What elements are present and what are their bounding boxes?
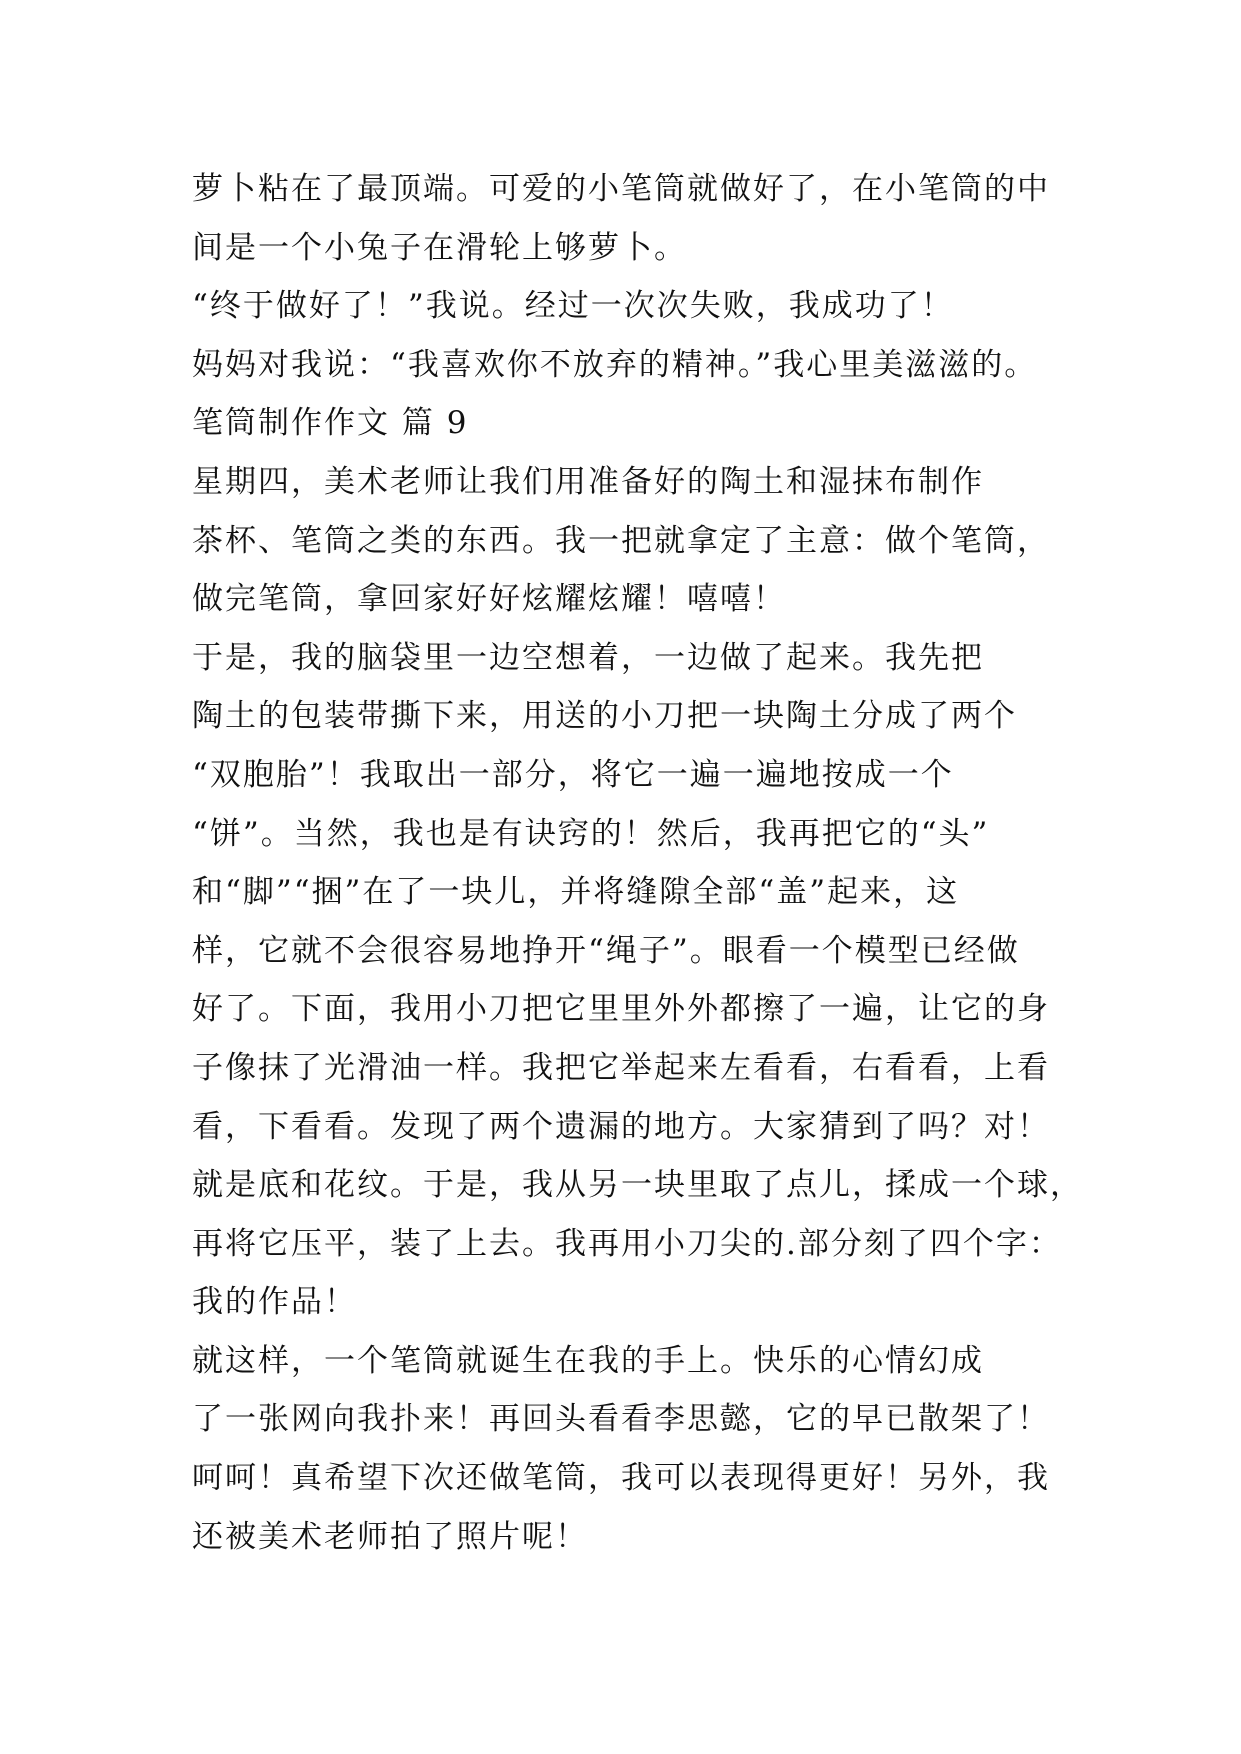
text-line: “双胞胎”！我取出一部分，将它一遍一遍地按成一个 (192, 756, 954, 793)
text-line: 就这样，一个笔筒就诞生在我的手上。快乐的心情幻成 (192, 1342, 984, 1379)
text-line: 做完笔筒，拿回家好好炫耀炫耀！嘻嘻！ (192, 581, 786, 618)
text-line: “终于做好了！”我说。经过一次次失败，我成功了！ (192, 288, 954, 325)
text-line: 萝卜粘在了最顶端。可爱的小笔筒就做好了，在小笔筒的中 (192, 171, 1050, 207)
text-line: 我的作品！ (192, 1284, 357, 1321)
text-line: 样，它就不会很容易地挣开“绳子”。眼看一个模型已经做 (192, 932, 1020, 969)
section-heading: 笔筒制作作文 篇 9 (192, 405, 469, 442)
text-line: 陶土的包装带撕下来，用送的小刀把一块陶土分成了两个 (192, 698, 1017, 735)
text-line: 还被美术老师拍了照片呢！ (192, 1518, 588, 1555)
text-line: 好了。下面，我用小刀把它里里外外都擦了一遍，让它的身 (192, 991, 1050, 1028)
text-line: 和“脚”“捆”在了一块儿，并将缝隙全部“盖”起来，这 (192, 874, 960, 911)
text-line: 茶杯、笔筒之类的东西。我一把就拿定了主意：做个笔筒， (192, 522, 1050, 559)
text-line: 间是一个小兔子在滑轮上够萝卜。 (192, 229, 687, 266)
text-line: 了一张网向我扑来！再回头看看李思懿，它的早已散架了！ (192, 1401, 1050, 1438)
text-line: 妈妈对我说：“我喜欢你不放弃的精神。”我心里美滋滋的。 (192, 346, 1038, 383)
text-line: 星期四，美术老师让我们用准备好的陶土和湿抹布制作 (192, 463, 984, 500)
text-line: 呵呵！真希望下次还做笔筒，我可以表现得更好！另外，我 (192, 1460, 1050, 1497)
text-line: 看，下看看。发现了两个遗漏的地方。大家猜到了吗？对！ (192, 1108, 1050, 1145)
text-line: 就是底和花纹。于是，我从另一块里取了点儿，揉成一个球， (192, 1167, 1083, 1204)
text-line: 子像抹了光滑油一样。我把它举起来左看看，右看看，上看 (192, 1049, 1050, 1086)
essay-text (192, 160, 1083, 1566)
text-line: “饼”。当然，我也是有诀窍的！然后，我再把它的“头” (192, 815, 990, 852)
text-line: 再将它压平，装了上去。我再用小刀尖的.部分刻了四个字： (192, 1225, 1062, 1262)
text-line: 于是，我的脑袋里一边空想着，一边做了起来。我先把 (192, 639, 984, 676)
